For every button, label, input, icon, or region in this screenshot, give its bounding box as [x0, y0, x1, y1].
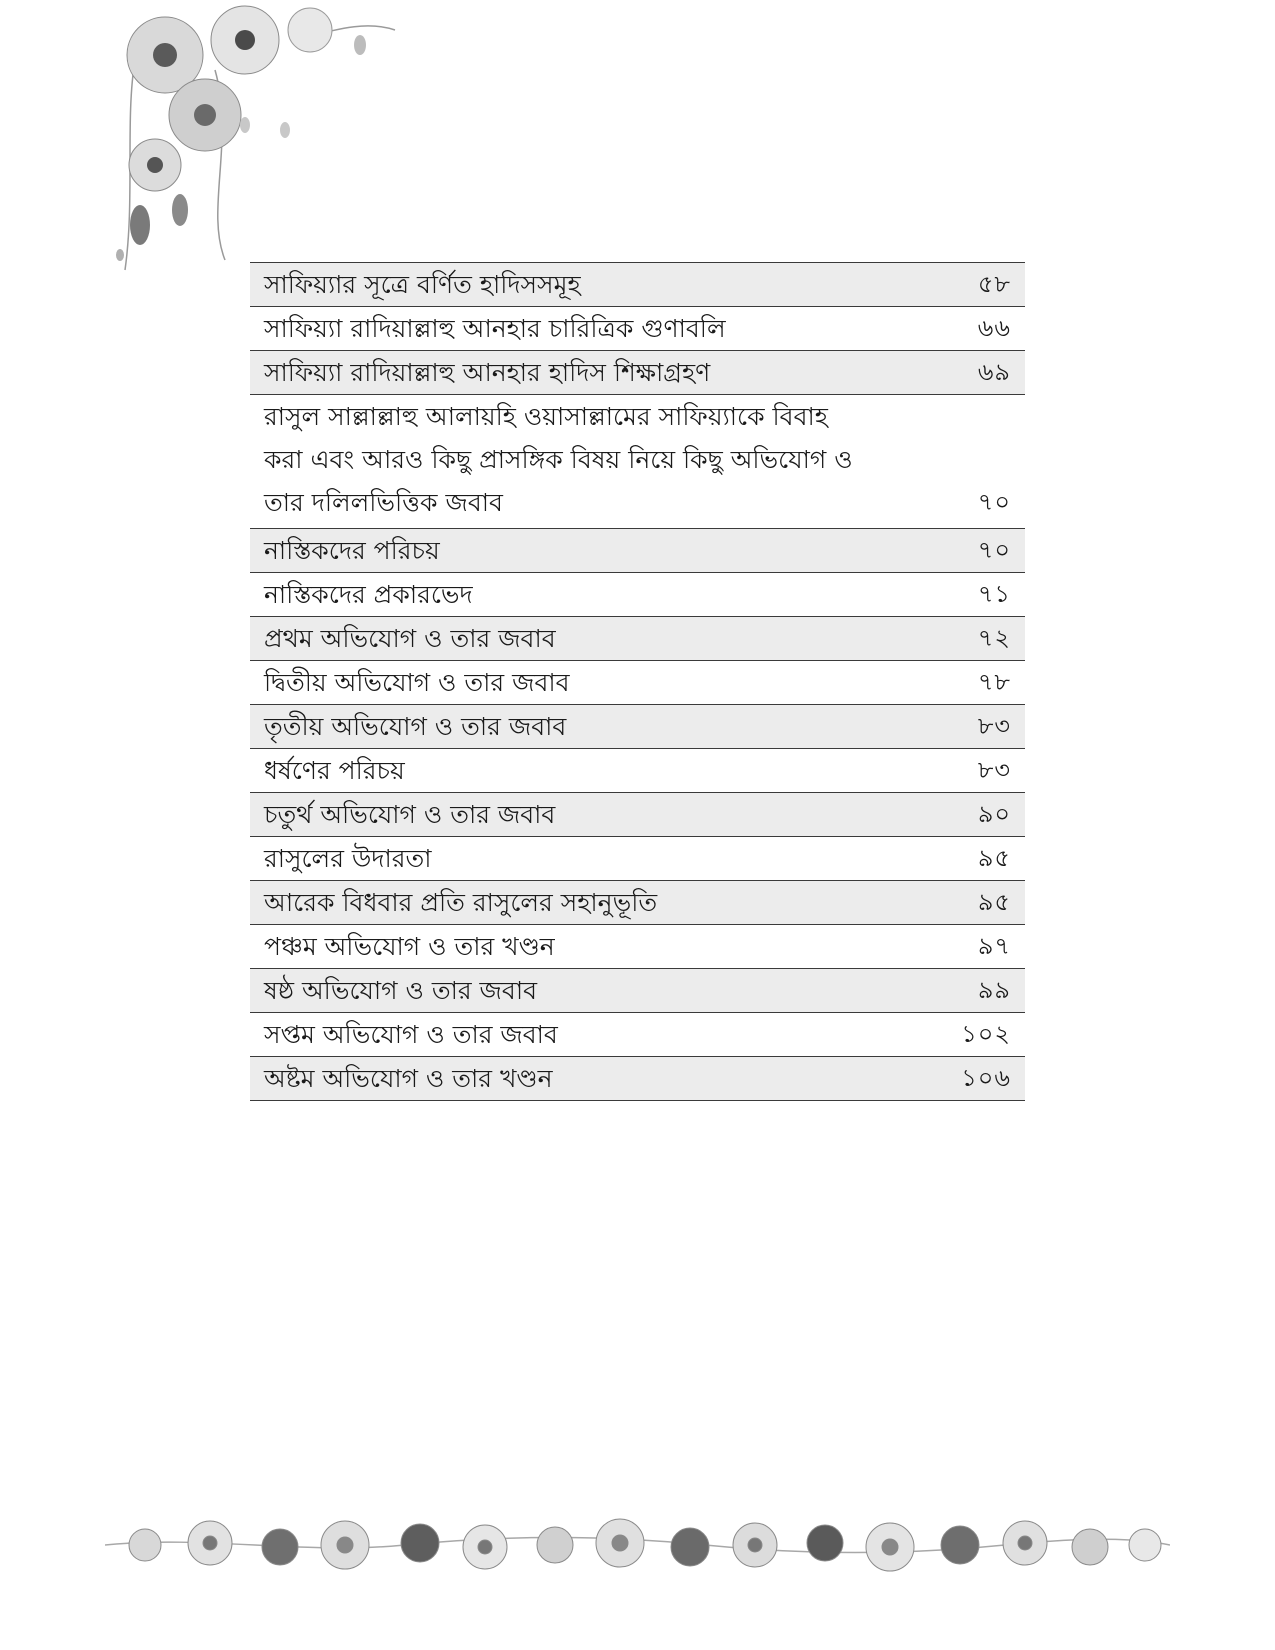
corner-floral-decoration — [95, 0, 415, 285]
toc-row — [250, 837, 1025, 881]
toc-row — [250, 307, 1025, 351]
toc-row — [250, 351, 1025, 395]
toc-row — [250, 749, 1025, 793]
toc-entry-title: রাসুল সাল্লাল্লাহু আলায়হি ওয়াসাল্লামের সাফিয়্যাকে বিবাহ করা এবং আরও কিছু প্রাসঙ্গিক বিষয় নিয়ে কিছু অভিযোগ ও তার দলিলভিত্তিক জবাব — [264, 402, 853, 517]
toc-row — [250, 705, 1025, 749]
toc-page-number: ৯০ — [977, 800, 1011, 828]
toc-row — [250, 969, 1025, 1013]
toc-row — [250, 529, 1025, 573]
toc-entry-title: নাস্তিকদের পরিচয় — [264, 536, 440, 565]
toc-row — [250, 573, 1025, 617]
toc-page-number: ৮৩ — [977, 756, 1011, 784]
toc-page-number: ৯৫ — [977, 888, 1011, 916]
toc-entry-title: আরেক বিধবার প্রতি রাসুলের সহানুভূতি — [264, 888, 658, 917]
toc-page-number: ৯৯ — [977, 976, 1011, 1004]
toc-row — [250, 925, 1025, 969]
toc-entry-title: তৃতীয় অভিযোগ ও তার জবাব — [264, 712, 567, 741]
toc-page-number: ৭৮ — [977, 668, 1011, 696]
toc-row — [250, 1057, 1025, 1101]
toc-page-number: ১০৬ — [961, 1064, 1011, 1092]
toc-page-number: ৯৭ — [977, 932, 1011, 960]
toc-entry-title: ধর্ষণের পরিচয় — [264, 756, 405, 785]
toc-page-number: ১০২ — [961, 1020, 1011, 1048]
toc-page-number: ৭২ — [977, 624, 1011, 652]
toc-entry-title: ষষ্ঠ অভিযোগ ও তার জবাব — [264, 976, 537, 1005]
toc-entry-title: দ্বিতীয় অভিযোগ ও তার জবাব — [264, 668, 570, 697]
toc-entry-title: সাফিয়্যা রাদিয়াল্লাহু আনহার হাদিস শিক্ষাগ্রহণ — [264, 358, 711, 387]
toc-entry-title: সাফিয়্যা রাদিয়াল্লাহু আনহার চারিত্রিক গুণাবলি — [264, 314, 726, 343]
table-of-contents — [250, 262, 1025, 1101]
toc-page-number: ৫৮ — [977, 270, 1011, 298]
toc-entry-title: সপ্তম অভিযোগ ও তার জবাব — [264, 1020, 558, 1049]
toc-entry-title: প্রথম অভিযোগ ও তার জবাব — [264, 624, 556, 653]
toc-row — [250, 263, 1025, 307]
toc-page-number: ৯৫ — [977, 844, 1011, 872]
toc-row — [250, 617, 1025, 661]
toc-row — [250, 661, 1025, 705]
toc-entry-title: পঞ্চম অভিযোগ ও তার খণ্ডন — [264, 932, 555, 961]
toc-entry-title: অষ্টম অভিযোগ ও তার খণ্ডন — [264, 1064, 553, 1093]
toc-page-number: ৮৩ — [977, 712, 1011, 740]
toc-entry-title: চতুর্থ অভিযোগ ও তার জবাব — [264, 800, 556, 829]
toc-row — [250, 793, 1025, 837]
bottom-floral-border — [105, 1505, 1170, 1585]
toc-row — [250, 1013, 1025, 1057]
toc-page-number: ৭১ — [977, 580, 1011, 608]
toc-entry-title: নাস্তিকদের প্রকারভেদ — [264, 580, 473, 609]
toc-page-number: ৭০ — [977, 536, 1011, 564]
toc-entry-title: রাসুলের উদারতা — [264, 844, 432, 873]
toc-entry-title: সাফিয়্যার সূত্রে বর্ণিত হাদিসসমূহ — [264, 270, 581, 299]
toc-page-number: ৬৬ — [977, 314, 1011, 342]
toc-page-number: ৭০ — [977, 488, 1011, 516]
toc-row — [250, 881, 1025, 925]
toc-row — [250, 395, 1025, 529]
toc-page-number: ৬৯ — [977, 358, 1011, 386]
